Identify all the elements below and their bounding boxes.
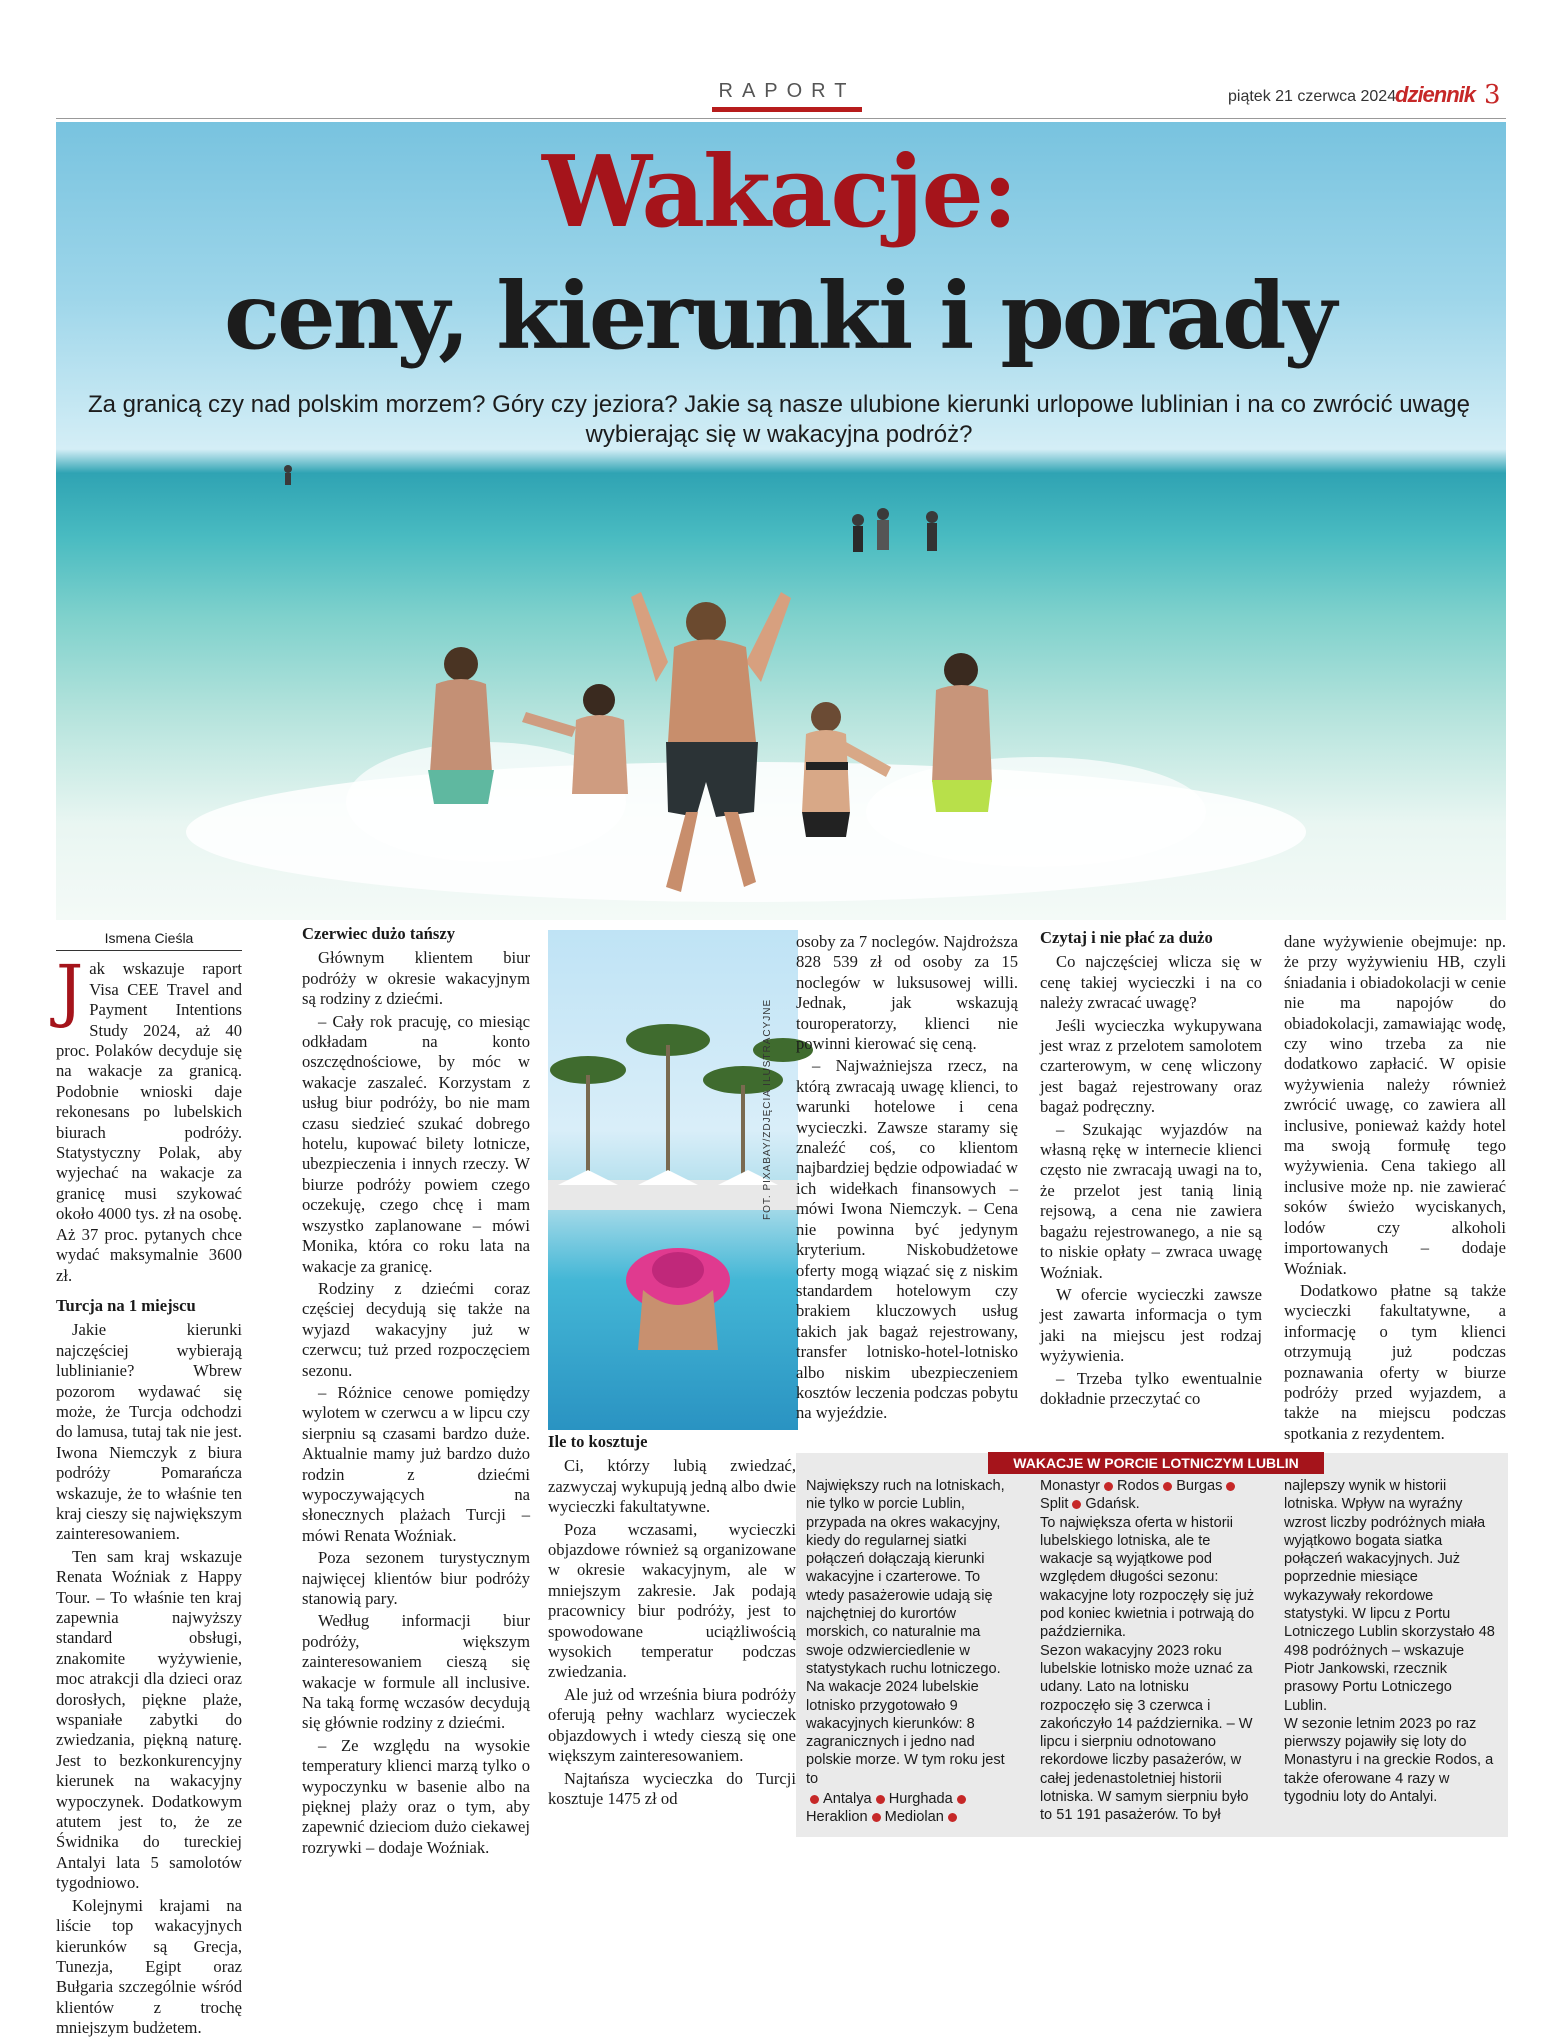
bullet-dot-icon — [1072, 1500, 1081, 1509]
info-box-text: najlepszy wynik w historii lotniska. Wpływ na wyraźny wzrost liczby podróżnych miała wyjątkowo bogata siatka połączeń wakacyjnych. Już poprzednie miesiące wykazywały rekordowe statystyki. W lipcu z Portu Lotniczego Lublin skorzystało 48 498 podróżnych – wskazuje Piotr Jankowski, rzecznik prasowy Portu Lotniczego Lublin. — [1284, 1478, 1495, 1714]
paragraph: Rodziny z dziećmi coraz częściej decydują się także na wyjazd wakacyjny już w czerwcu; tuż przed rozpoczęciem sezonu. — [302, 1278, 530, 1380]
paragraph: Jak wskazuje raport Visa CEE Travel and Payment Intentions Study 2024, aż 40 proc. Polaków decyduje się na wakacje za granicą. Podobnie wnioski daje rekonesans po lubelskich biurach podróży. Statystyczny Polak, aby wyjechać na wakacje za granicę musi szykować około 4000 tys. zł na osobę. Aż 37 proc. pytanych chce wydać maksymalnie 3600 zł. — [56, 952, 242, 1285]
headline-lead: Za granicą czy nad polskim morzem? Góry czy jeziora? Jakie są nasze ulubione kierunki urlopowe lublinian i na co zwrócić uwagę wybierając się w wakacyjna podróż? — [88, 391, 1470, 448]
bullet-dot-icon — [948, 1813, 957, 1822]
subheading: Turcja na 1 miejscu — [56, 1295, 196, 1315]
destination: Rodos — [1117, 1478, 1160, 1494]
pool-photo — [548, 930, 798, 1430]
author-byline: Ismena Cieśla — [56, 928, 242, 951]
bullet-dot-icon — [876, 1795, 885, 1804]
paragraph: Poza wczasami, wycieczki objazdowe również są organizowane w okresie wakacyjnym, ale w mniejszym zakresie. Jak podają pracownicy biur podróży, jest to spowodowane uciążliwością wysokich temperatur podczas zwiedzania. — [548, 1519, 796, 1682]
info-box-column-3 — [1284, 1477, 1498, 1806]
pool-illustration — [548, 930, 798, 1430]
info-box-title: WAKACJE W PORCIE LOTNICZYM LUBLIN — [988, 1452, 1324, 1474]
photo-credit: FOT. PIXABAY/ZDJĘCIA ILUSTRACYJNE — [762, 998, 773, 1220]
paragraph: Jakie kierunki najczęściej wybierają lublinianie? Wbrew pozorom wydawać się może, że Turcja odchodzi do lamusa, tutaj tak nie jest. Iwona Niemczyk z biura podróży Pomarańcza wskazuje, że to właśnie ten kraj cieszy się największym zainteresowaniem. — [56, 1320, 242, 1544]
info-box-text: Sezon wakacyjny 2023 roku lubelskie lotnisko może uznać za udany. Lato na lotnisku rozpoczęło się 3 czerwca i zakończyło 14 października. – W lipcu i sierpniu odnotowano rekordowe liczby pasażerów, w całej jedenastoletniej historii lotniska. W samym sierpniu było to 51 191 pasażerów. To był — [1040, 1642, 1253, 1824]
paragraph: W ofercie wycieczki zawsze jest zawarta informacja o tym jaki na miejscu jest rodzaj wyżywienia. — [1040, 1284, 1262, 1366]
paragraph: Dodatkowo płatne są także wycieczki fakultatywne, a informację o tym klienci otrzymują już podczas poznawania oferty w biurze podróży przed wyjazdem, a także na miejscu podczas spotkania z rezydentem. — [1284, 1280, 1506, 1443]
bullet-dot-icon — [1104, 1482, 1113, 1491]
headline-line1: Wakacje: — [541, 135, 1017, 250]
paragraph: Najtańsza wycieczka do Turcji kosztuje 1475 zł od — [548, 1768, 796, 1808]
article-column-5 — [1040, 928, 1262, 1411]
paragraph: Ci, którzy lubią zwiedzać, zazwyczaj wykupują jedną albo dwie wycieczki fakultatywne. — [548, 1456, 796, 1517]
section-underline — [712, 107, 862, 112]
paragraph: Kolejnymi krajami na liście top wakacyjnych kierunków są Grecja, Tunezja, Egipt oraz Bułgaria szczególnie wśród klientów z trochę mniejszym budżetem. — [56, 1895, 242, 2038]
info-box-column-2 — [1040, 1477, 1262, 1825]
paragraph: – Najważniejsza rzecz, na którą zwracają uwagę klienci, to warunki hotelowe i cena wycieczki. Zawsze staramy się znaleźć coś, co klientom najbardziej będzie odpowiadać w ich widełkach finansowych – mówi Iwona Niemczyk. – Cena nie powinna być jedynym kryterium. Niskobudżetowe oferty mogą wiązać się z niskim standardem hotelowym czy brakiem kluczowych usług takich jak bagaż rejestrowany, transfer lotnisko-hotel-lotnisko albo niskim ubezpieczeniem kosztów leczenia podczas pobytu na wyjeździe. — [796, 1056, 1018, 1423]
info-box-column-1 — [806, 1477, 1018, 1827]
info-box-text: To największa oferta w historii lubelskiego lotniska, ale te wakacje są wyjątkowe pod względem długości sezonu: wakacyjne loty rozpoczęły się już pod koniec kwietnia i potrwają do października. — [1040, 1514, 1255, 1641]
destination: Heraklion — [806, 1809, 868, 1826]
destination: Split — [1040, 1496, 1069, 1513]
paragraph: dane wyżywienie obejmuje: np. że przy wyżywieniu HB, czyli śniadania i obiadokolacji w cenie nie ma napojów do obiadokolacji, zamawiając wodę, czy wino trzeba za nie dodatkowo zapłacić. W opisie wyżywienia należy również zwrócić uwagę, co zawiera all inclusive, ponieważ każdy hotel ma swoją formułę tego wyżywienia. Cena takiego all inclusive może np. nie zawierać soków świeżo wyciskanych, lodów czy alkoholi importowanych – dodaje Woźniak. — [1284, 932, 1506, 1278]
paragraph: Poza sezonem turystycznym najwięcej klientów biur podróży stanowią pary. — [302, 1548, 530, 1608]
bullet-dot-icon — [1226, 1482, 1235, 1491]
paragraph: osoby za 7 noclegów. Najdroższa 828 539 zł od osoby za 15 noclegów w luksusowej willi. Jednak, jak wskazują touroperatorzy, klienci nie powinni kierować się ceną. — [796, 932, 1018, 1054]
destination: Antalya — [823, 1791, 872, 1808]
article-column-2 — [302, 924, 530, 1860]
paragraph: Jeśli wycieczka wykupywana jest wraz z przelotem samolotem czarterowym, w cenę wliczony jest bagaż rejestrowany oraz bagaż podręczny. — [1040, 1015, 1262, 1117]
paragraph: Co najczęściej wlicza się w cenę takiej wycieczki i na co należy zwracać uwagę? — [1040, 952, 1262, 1013]
paragraph: Ten sam kraj wskazuje Renata Woźniak z Happy Tour. – To właśnie ten kraj zapewnia najwyższy standard obsługi, znakomite wyżywienie, moc atrakcji dla dzieci oraz dorosłych, piękne plaże, wspaniałe zabytki do zwiedzania, piękną naturę. Jest to bezkonkurencyjny kierunek na wakacyjny wypoczynek. Dodatkowym atutem jest to, że ze Świdnika do tureckiej Antalyi lata 5 samolotów tygodniowo. — [56, 1546, 242, 1893]
info-box-text: Największy ruch na lotniskach, nie tylko w porcie Lublin, przypada na okres wakacyjny, kiedy do regularnej siatki połączeń dołączają kierunki wakacyjne i czarterowe. To wtedy pasażerowie udają się najchętniej do kurortów morskich, co naturalnie ma swoje odzwierciedlenie w statystykach ruchu lotniczego. Na wakacje 2024 lubelskie lotnisko przygotowało 9 wakacyjnych kierunków: 8 zagranicznych i jedno nad polskie morze. W tym roku jest to — [806, 1478, 1005, 1787]
paragraph: – Cały rok pracuję, co miesiąc odkładam na konto oszczędnościowe, by móc w wakacje zaszaleć. Korzystam z usług biur podróży, bo nie mam czasu siedzieć szukać dobrego hotelu, kupować bilety lotnicze, ubezpieczenia i innych rzeczy. W biurze podróży powiem czego oczekuję, czego chcę i mam wszystko zaplanowane – mówi Monika, która co roku lata na wakacje za granicę. — [302, 1011, 530, 1276]
destination: Hurghada — [888, 1791, 953, 1808]
article-column-1 — [56, 928, 242, 2041]
destination: Gdańsk. — [1085, 1496, 1140, 1513]
header-rule — [56, 118, 1506, 119]
bullet-dot-icon — [810, 1795, 819, 1804]
bullet-dot-icon — [957, 1795, 966, 1804]
paragraph: – Szukając wyjazdów na własną rękę w internecie klienci często nie zwracają uwagi na to, że przelot jest tanią linią rejsową, a cena nie zawiera bagażu rejestrowanego, a nie są to niskie opłaty – zwraca uwagę Woźniak. — [1040, 1119, 1262, 1282]
destination-list — [806, 1790, 1018, 1827]
paragraph: Według informacji biur podróży, większym zainteresowaniem cieszą się wakacje w formule all inclusive. Na taką formę wczasów decydują się głównie rodziny z dziećmi. — [302, 1611, 530, 1733]
destination-list — [1040, 1477, 1262, 1514]
paragraph: Ale już od września biura podróży oferują pełny wachlarz wycieczek objazdowych i wtedy cieszą się one większym zainteresowaniem. — [548, 1684, 796, 1766]
paragraph: – Trzeba tylko ewentualnie dokładnie przeczytać co — [1040, 1368, 1262, 1408]
paragraph: – Różnice cenowe pomiędzy wylotem w czerwcu a w lipcu czy sierpniu są czasami bardzo duże. Aktualnie mamy już bardzo dużo rodzin z dziećmi wypoczywających na słonecznych plażach Turcji – mówi Renata Woźniak. — [302, 1382, 530, 1545]
destination: Mediolan — [884, 1809, 944, 1826]
article-column-4 — [796, 932, 1018, 1426]
subheading: Czytaj i nie płać za dużo — [1040, 928, 1213, 947]
subheading: Ile to kosztuje — [548, 1432, 648, 1451]
info-box-text: W sezonie letnim 2023 po raz pierwszy pojawiły się loty do Monastyru i na greckie Rodos, a także oferowane 4 razy w tygodniu loty do Antalyi. — [1284, 1715, 1494, 1806]
dropcap: J — [56, 952, 84, 1032]
paragraph: Głównym klientem biur podróży w okresie wakacyjnym są rodziny z dziećmi. — [302, 948, 530, 1009]
bullet-dot-icon — [1163, 1482, 1172, 1491]
page-number: 3 — [1484, 80, 1501, 110]
bullet-dot-icon — [872, 1813, 881, 1822]
destination: Burgas — [1176, 1478, 1223, 1494]
subheading: Czerwiec dużo tańszy — [302, 924, 455, 943]
paragraph: – Ze względu na wysokie temperatury klienci marzą tylko o wypoczynku w basenie albo na pięknej plaży oraz o tym, aby zapewnić dzieciom dużo ciekawej rozrywki – dodaje Woźniak. — [302, 1735, 530, 1857]
destination: Monastyr — [1040, 1478, 1101, 1494]
headline-line2: ceny, kierunki i porady — [224, 262, 1334, 370]
section-label: RAPORT — [718, 80, 856, 102]
article-column-6 — [1284, 932, 1506, 1446]
newspaper-logo: dziennik — [1395, 82, 1476, 107]
issue-date: piątek 21 czerwca 2024 — [1228, 88, 1397, 105]
article-column-3 — [548, 1432, 796, 1811]
